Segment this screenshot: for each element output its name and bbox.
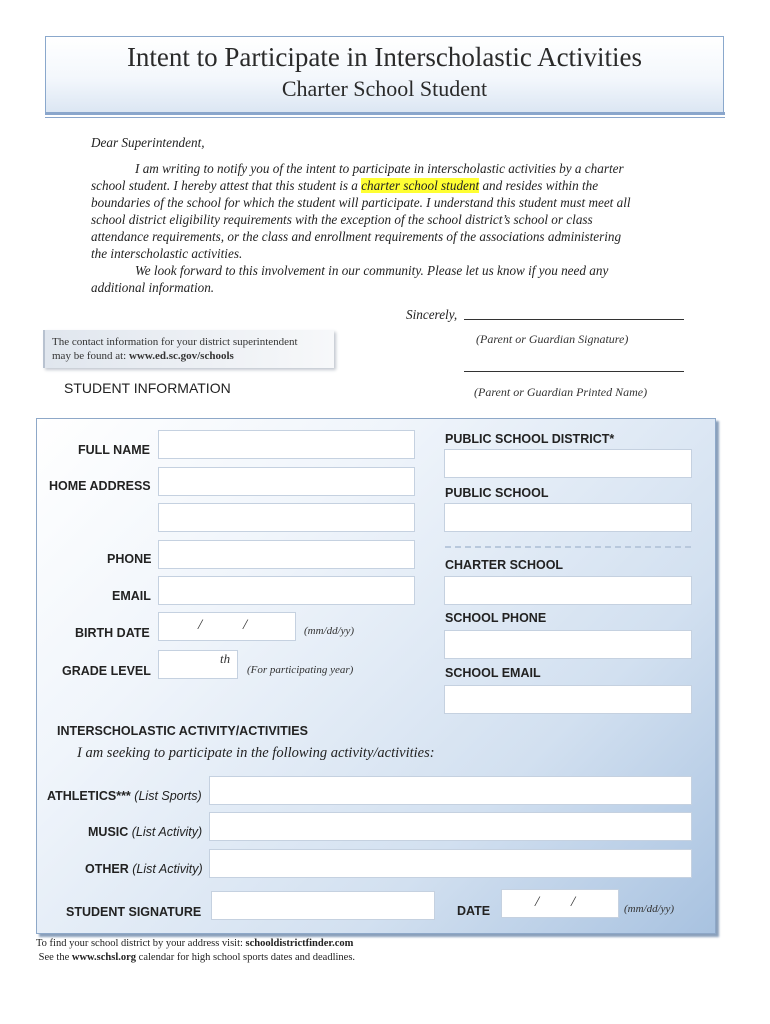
contact-line-2: may be found at: www.ed.sc.gov/schools — [52, 350, 234, 362]
highlighted-phrase: charter school student — [361, 178, 480, 193]
grade-level-label: GRADE LEVEL — [62, 664, 151, 678]
footer-line-2: See the www.schsl.org calendar for high school sports dates and deadlines. — [36, 952, 356, 963]
parent-printed-name-caption: (Parent or Guardian Printed Name) — [474, 385, 648, 399]
home-address-field-1[interactable] — [158, 467, 415, 496]
charter-school-field[interactable] — [444, 576, 692, 605]
school-phone-field[interactable] — [444, 630, 692, 659]
page-title: Intent to Participate in Interscholastic Activities — [126, 42, 643, 72]
other-field[interactable] — [209, 849, 692, 878]
public-school-label: PUBLIC SCHOOL — [445, 486, 549, 500]
grade-suffix: th — [220, 651, 231, 666]
letter-line: the interscholastic activities. — [91, 246, 243, 261]
signature-date-format-hint: (mm/dd/yy) — [624, 903, 675, 915]
athletics-label: ATHLETICS*** (List Sports) — [47, 789, 202, 803]
letter-salutation: Dear Superintendent, — [91, 135, 205, 150]
letter-line: I am writing to notify you of the intent to participate in interscholastic activities by a charter — [135, 161, 624, 176]
music-label: MUSIC (List Activity) — [88, 825, 203, 839]
divider-dashed — [445, 546, 691, 548]
date-separator: / — [571, 894, 576, 910]
letter-line-attest: school student. I hereby attest that this student is a charter school student and resides within the — [91, 178, 599, 193]
parent-signature-caption: (Parent or Guardian Signature) — [476, 332, 629, 346]
school-email-label: SCHOOL EMAIL — [445, 666, 541, 680]
header-rule-thin — [45, 117, 725, 118]
phone-label: PHONE — [107, 552, 152, 566]
activity-sentence: I am seeking to participate in the following activity/activities: — [77, 745, 435, 761]
birth-date-format-hint: (mm/dd/yy) — [304, 625, 355, 637]
birth-date-label: BIRTH DATE — [75, 626, 150, 640]
letter-line: boundaries of the school for which the student will participate. I understand this student must meet all — [91, 195, 631, 210]
schsl-link[interactable]: www.schsl.org — [71, 952, 137, 963]
date-separator: / — [535, 894, 540, 910]
header-rule — [45, 112, 725, 115]
music-field[interactable] — [209, 812, 692, 841]
public-school-field[interactable] — [444, 503, 692, 532]
parent-signature-line[interactable] — [464, 319, 684, 320]
home-address-label: HOME ADDRESS — [49, 479, 151, 493]
letter-line: We look forward to this involvement in our community. Please let us know if you need any — [135, 263, 609, 278]
home-address-field-2[interactable] — [158, 503, 415, 532]
activity-heading: INTERSCHOLASTIC ACTIVITY/ACTIVITIES — [57, 724, 308, 738]
page-subtitle: Charter School Student — [281, 76, 488, 101]
public-school-district-label: PUBLIC SCHOOL DISTRICT* — [445, 432, 615, 446]
full-name-label: FULL NAME — [78, 443, 150, 457]
other-label: OTHER (List Activity) — [85, 862, 203, 876]
letter-line: additional information. — [91, 280, 215, 295]
grade-level-hint: (For participating year) — [247, 664, 354, 676]
full-name-field[interactable] — [158, 430, 415, 459]
email-field[interactable] — [158, 576, 415, 605]
athletics-field[interactable] — [209, 776, 692, 805]
parent-printed-name-line[interactable] — [464, 371, 684, 372]
letter-line: attendance requirements, or the class and enrollment requirements of the associations administering — [91, 229, 622, 244]
date-separator: / — [243, 617, 248, 633]
contact-info-box — [43, 330, 334, 368]
student-signature-field[interactable] — [211, 891, 435, 920]
birth-date-field[interactable] — [158, 612, 296, 641]
letter-line: school district eligibility requirements with the exception of the school district’s school or class — [91, 212, 593, 227]
date-label: DATE — [457, 904, 491, 918]
student-signature-label: STUDENT SIGNATURE — [66, 905, 202, 919]
signature-date-field[interactable] — [501, 889, 619, 918]
phone-field[interactable] — [158, 540, 415, 569]
contact-line: The contact information for your district superintendent — [52, 336, 298, 348]
school-phone-label: SCHOOL PHONE — [445, 611, 547, 625]
sincerely-label: Sincerely, — [406, 307, 458, 322]
date-separator: / — [198, 617, 203, 633]
district-finder-link[interactable]: schooldistrictfinder.com — [245, 938, 354, 949]
student-info-heading: STUDENT INFORMATION — [64, 380, 231, 396]
footer-line-1: To find your school district by your address visit: schooldistrictfinder.com — [36, 938, 354, 949]
email-label: EMAIL — [112, 589, 151, 603]
contact-link[interactable]: www.ed.sc.gov/schools — [128, 350, 234, 362]
public-school-district-field[interactable] — [444, 449, 692, 478]
school-email-field[interactable] — [444, 685, 692, 714]
charter-school-label: CHARTER SCHOOL — [445, 558, 564, 572]
